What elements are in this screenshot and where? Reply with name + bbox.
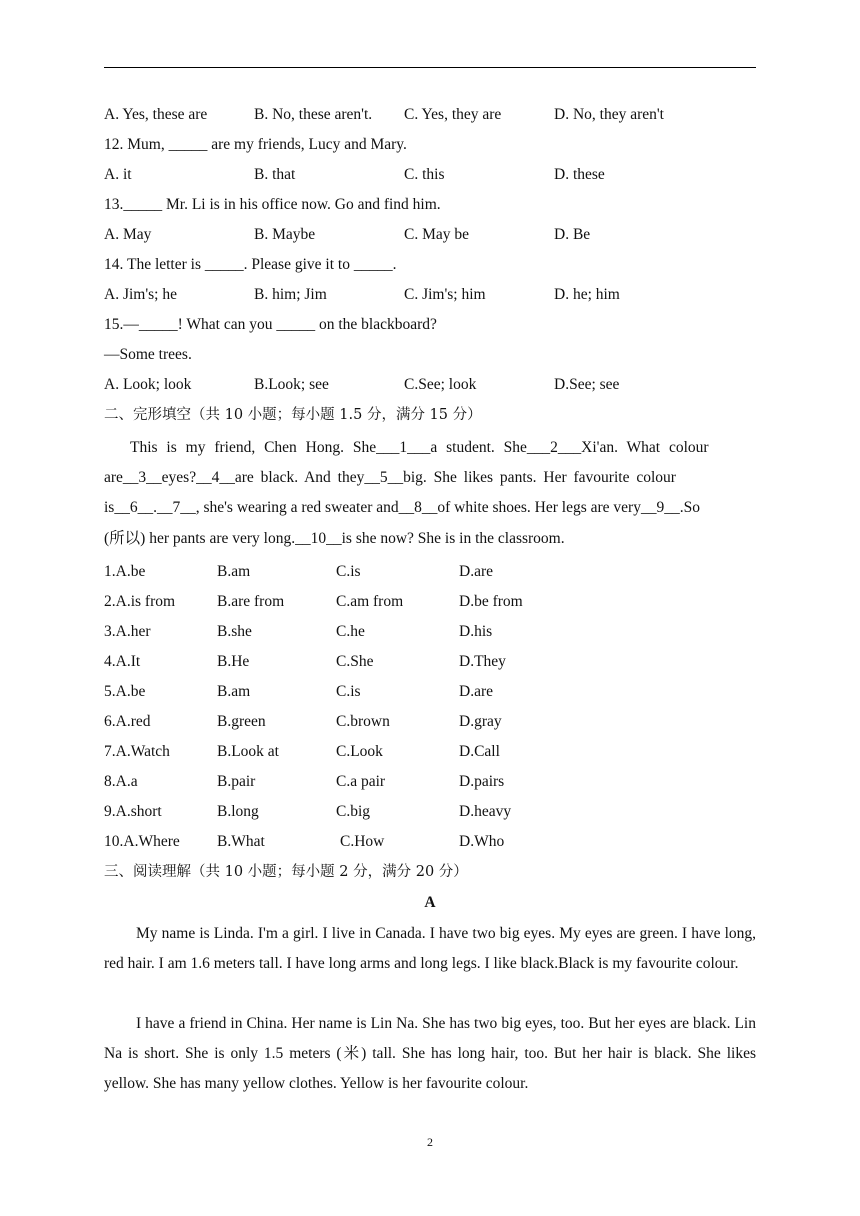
option-b: B.Look at [217,743,279,760]
option-a: 2.A.is from [104,593,176,610]
cloze-passage-line: are__3__eyes?__4__are black. And they__5__big. She likes pants. Her favourite colour [104,469,676,486]
option-d: D. Be [554,226,591,243]
option-d: D.heavy [459,803,512,820]
section-heading-reading: 三、阅读理解（共 10 小题；每小题 2 分，满分 20 分） [104,864,468,880]
option-c: C.he [336,623,365,640]
option-a: 4.A.It [104,653,141,670]
option-d: D.Who [459,833,505,850]
option-c: C.She [336,653,374,670]
question-stem-answer: —Some trees. [104,346,192,363]
option-d: D.pairs [459,773,505,790]
option-d: D.be from [459,593,523,610]
option-d: D.See; see [554,376,620,393]
question-stem: 13._____ Mr. Li is in his office now. Go and find him. [104,196,441,213]
option-b: B.am [217,563,251,580]
option-a: A. Yes, these are [104,106,208,123]
option-d: D. he; him [554,286,620,303]
option-b: B.green [217,713,266,730]
option-b: B.are from [217,593,285,610]
option-d: D. these [554,166,605,183]
option-b: B. that [254,166,296,183]
option-b: B. No, these aren't. [254,106,373,123]
option-a: 1.A.be [104,563,146,580]
option-d: D.Call [459,743,500,760]
reading-paragraph: I have a friend in China. Her name is Lin Na. She has two big eyes, too. But her eyes are black. Lin Na is short. She is only 1.5 meters (米) tall. She has long hair, too. But her hair is black. She likes yellow. She has many yellow clothes. Yellow is her favourite colour. [104,1015,756,1092]
option-a: 9.A.short [104,803,162,820]
option-a: 8.A.a [104,773,138,790]
section-heading-cloze: 二、完形填空（共 10 小题；每小题 1.5 分，满分 15 分） [104,407,482,423]
cloze-passage-line: is__6__.__7__, she's wearing a red sweater and__8__of white shoes. Her legs are very__9__.So [104,499,700,516]
option-c: C.Look [336,743,383,760]
question-stem: 14. The letter is _____. Please give it to _____. [104,256,397,273]
option-c: C. Yes, they are [404,106,502,123]
option-c: C.is [336,563,361,580]
option-d: D.are [459,563,493,580]
option-b: B.He [217,653,250,670]
option-c: C.is [336,683,361,700]
question-stem: 15.—_____! What can you _____ on the blackboard? [104,316,437,333]
option-b: B.long [217,803,259,820]
option-a: 5.A.be [104,683,146,700]
option-d: D.are [459,683,493,700]
option-c: C.big [336,803,371,820]
option-b: B.she [217,623,252,640]
cloze-passage-line: This is my friend, Chen Hong. She___1___a student. She___2___Xi'an. What colour [130,439,709,456]
option-b: B.Look; see [254,376,329,393]
option-d: D.gray [459,713,502,730]
header-rule [104,67,756,68]
option-c: C.am from [336,593,404,610]
option-c: C.How [340,833,385,850]
option-a: 7.A.Watch [104,743,170,760]
option-d: D.his [459,623,493,640]
page-number: 2 [427,1135,433,1149]
option-c: C. Jim's; him [404,286,486,303]
option-a: A. Jim's; he [104,286,177,303]
option-c: C. this [404,166,445,183]
option-a: A. it [104,166,132,183]
option-b: B.What [217,833,265,850]
passage-title: A [424,894,436,911]
question-stem: 12. Mum, _____ are my friends, Lucy and Mary. [104,136,407,153]
option-d: D. No, they aren't [554,106,664,123]
option-a: 10.A.Where [104,833,180,850]
option-a: 6.A.red [104,713,151,730]
option-c: C.a pair [336,773,386,790]
option-b: B. Maybe [254,226,316,243]
option-c: C.brown [336,713,390,730]
option-a: 3.A.her [104,623,151,640]
option-a: A. Look; look [104,376,192,393]
option-b: B. him; Jim [254,286,327,303]
option-b: B.am [217,683,251,700]
option-c: C.See; look [404,376,477,393]
reading-paragraph: My name is Linda. I'm a girl. I live in Canada. I have two big eyes. My eyes are green. I have long, red hair. I am 1.6 meters tall. I have long arms and long legs. I like black.Black is my favourite colour. [104,925,756,972]
option-b: B.pair [217,773,256,790]
option-a: A. May [104,226,152,243]
cloze-passage-line: (所以) her pants are very long.__10__is she now? She is in the classroom. [104,530,565,547]
option-d: D.They [459,653,506,670]
option-c: C. May be [404,226,470,243]
